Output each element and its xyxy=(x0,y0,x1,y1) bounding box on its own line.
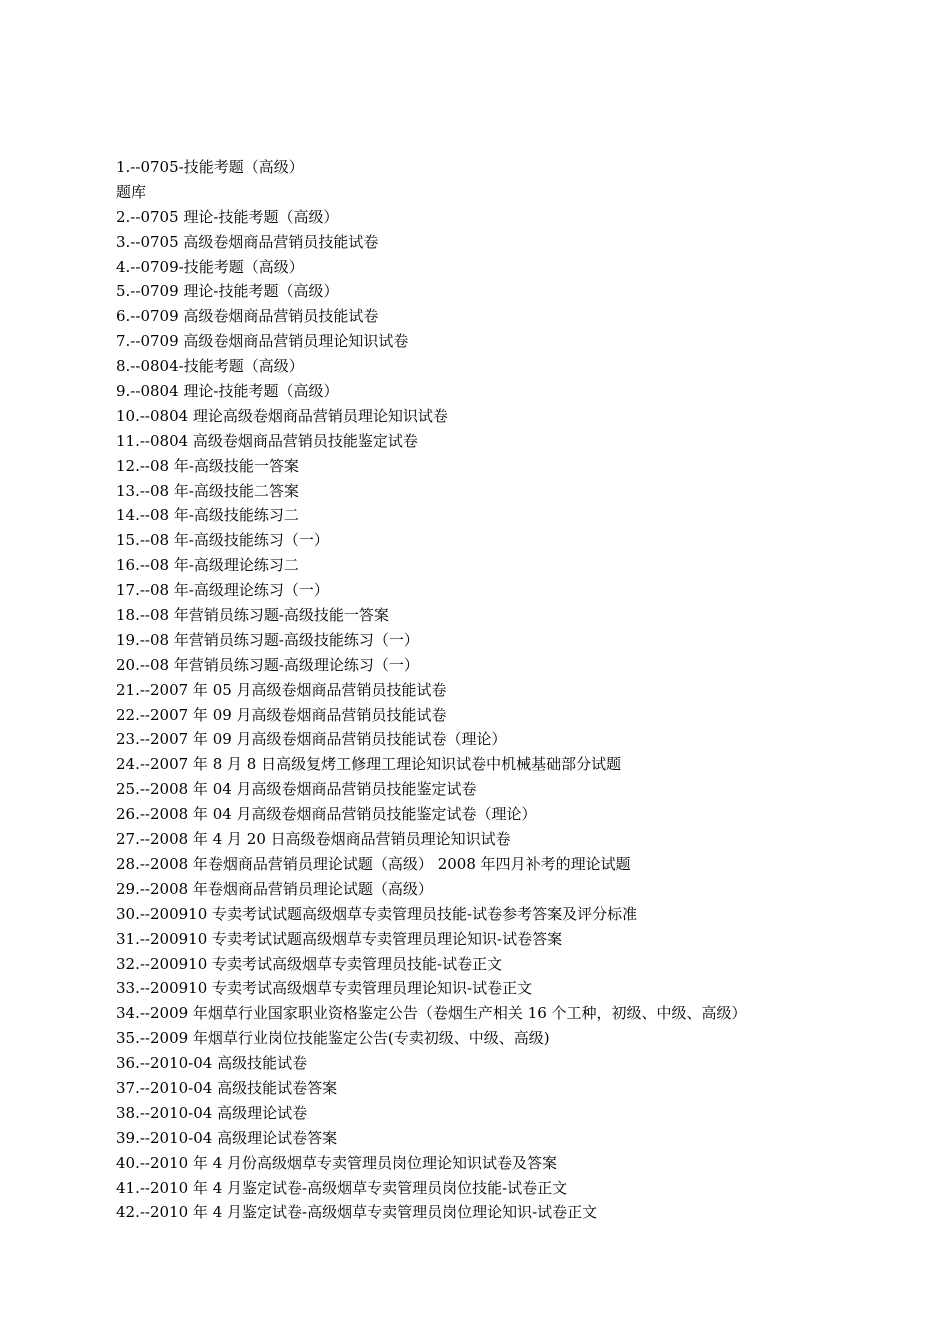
list-item: 35.--2009 年烟草行业岗位技能鉴定公告(专卖初级、中级、高级) xyxy=(116,1029,550,1048)
list-item: 17.--08 年-高级理论练习（一） xyxy=(116,581,329,600)
list-item: 11.--0804 高级卷烟商品营销员技能鉴定试卷 xyxy=(116,431,418,450)
list-item: 40.--2010 年 4 月份高级烟草专卖管理员岗位理论知识试卷及答案 xyxy=(116,1153,558,1172)
list-item: 6.--0709 高级卷烟商品营销员技能试卷 xyxy=(116,307,379,326)
list-item: 32.--200910 专卖考试高级烟草专卖管理员技能-试卷正文 xyxy=(116,954,503,973)
list-item: 23.--2007 年 09 月高级卷烟商品营销员技能试卷（理论） xyxy=(116,730,507,749)
list-item: 7.--0709 高级卷烟商品营销员理论知识试卷 xyxy=(116,332,409,351)
list-item: 34.--2009 年烟草行业国家职业资格鉴定公告（卷烟生产相关 16 个工种，初级、中级、高级） xyxy=(116,1004,747,1023)
list-item: 10.--0804 理论高级卷烟商品营销员理论知识试卷 xyxy=(116,406,448,425)
list-item: 31.--200910 专卖考试试题高级烟草专卖管理员理论知识-试卷答案 xyxy=(116,929,563,948)
list-item: 38.--2010-04 高级理论试卷 xyxy=(116,1103,308,1122)
list-item: 5.--0709 理论-技能考题（高级） xyxy=(116,282,339,301)
list-item: 33.--200910 专卖考试高级烟草专卖管理员理论知识-试卷正文 xyxy=(116,979,533,998)
list-item: 题库 xyxy=(116,182,147,201)
list-item: 4.--0709-技能考题（高级） xyxy=(116,257,304,276)
list-item: 39.--2010-04 高级理论试卷答案 xyxy=(116,1128,338,1147)
list-item: 20.--08 年营销员练习题-高级理论练习（一） xyxy=(116,655,419,674)
list-item: 28.--2008 年卷烟商品营销员理论试题（高级） 2008 年四月补考的理论试题 xyxy=(116,854,631,873)
list-item: 26.--2008 年 04 月高级卷烟商品营销员技能鉴定试卷（理论） xyxy=(116,805,537,824)
list-item: 29.--2008 年卷烟商品营销员理论试题（高级） xyxy=(116,879,433,898)
list-item: 25.--2008 年 04 月高级卷烟商品营销员技能鉴定试卷 xyxy=(116,780,477,799)
list-item: 1.--0705-技能考题（高级） xyxy=(116,158,304,176)
list-item: 9.--0804 理论-技能考题（高级） xyxy=(116,382,339,401)
list-item: 16.--08 年-高级理论练习二 xyxy=(116,556,299,575)
list-item: 21.--2007 年 05 月高级卷烟商品营销员技能试卷 xyxy=(116,680,447,699)
list-item: 22.--2007 年 09 月高级卷烟商品营销员技能试卷 xyxy=(116,705,447,724)
list-item: 2.--0705 理论-技能考题（高级） xyxy=(116,207,339,226)
list-item: 36.--2010-04 高级技能试卷 xyxy=(116,1054,308,1073)
list-item: 42.--2010 年 4 月鉴定试卷-高级烟草专卖管理员岗位理论知识-试卷正文 xyxy=(116,1203,598,1222)
list-item: 27.--2008 年 4 月 20 日高级卷烟商品营销员理论知识试卷 xyxy=(116,830,511,849)
list-item: 41.--2010 年 4 月鉴定试卷-高级烟草专卖管理员岗位技能-试卷正文 xyxy=(116,1178,568,1197)
list-item: 19.--08 年营销员练习题-高级技能练习（一） xyxy=(116,630,419,649)
list-item: 8.--0804-技能考题（高级） xyxy=(116,357,304,376)
list-item: 30.--200910 专卖考试试题高级烟草专卖管理员技能-试卷参考答案及评分标准 xyxy=(116,904,638,923)
list-item: 3.--0705 高级卷烟商品营销员技能试卷 xyxy=(116,232,379,251)
list-item: 24.--2007 年 8 月 8 日高级复烤工修理工理论知识试卷中机械基础部分试题 xyxy=(116,755,622,774)
list-item: 15.--08 年-高级技能练习（一） xyxy=(116,531,329,550)
list-item: 13.--08 年-高级技能二答案 xyxy=(116,481,299,500)
exam-paper-list xyxy=(116,155,916,1225)
list-item: 37.--2010-04 高级技能试卷答案 xyxy=(116,1078,338,1097)
list-item: 12.--08 年-高级技能一答案 xyxy=(116,456,299,475)
list-item: 14.--08 年-高级技能练习二 xyxy=(116,506,299,525)
list-item: 18.--08 年营销员练习题-高级技能一答案 xyxy=(116,606,389,625)
